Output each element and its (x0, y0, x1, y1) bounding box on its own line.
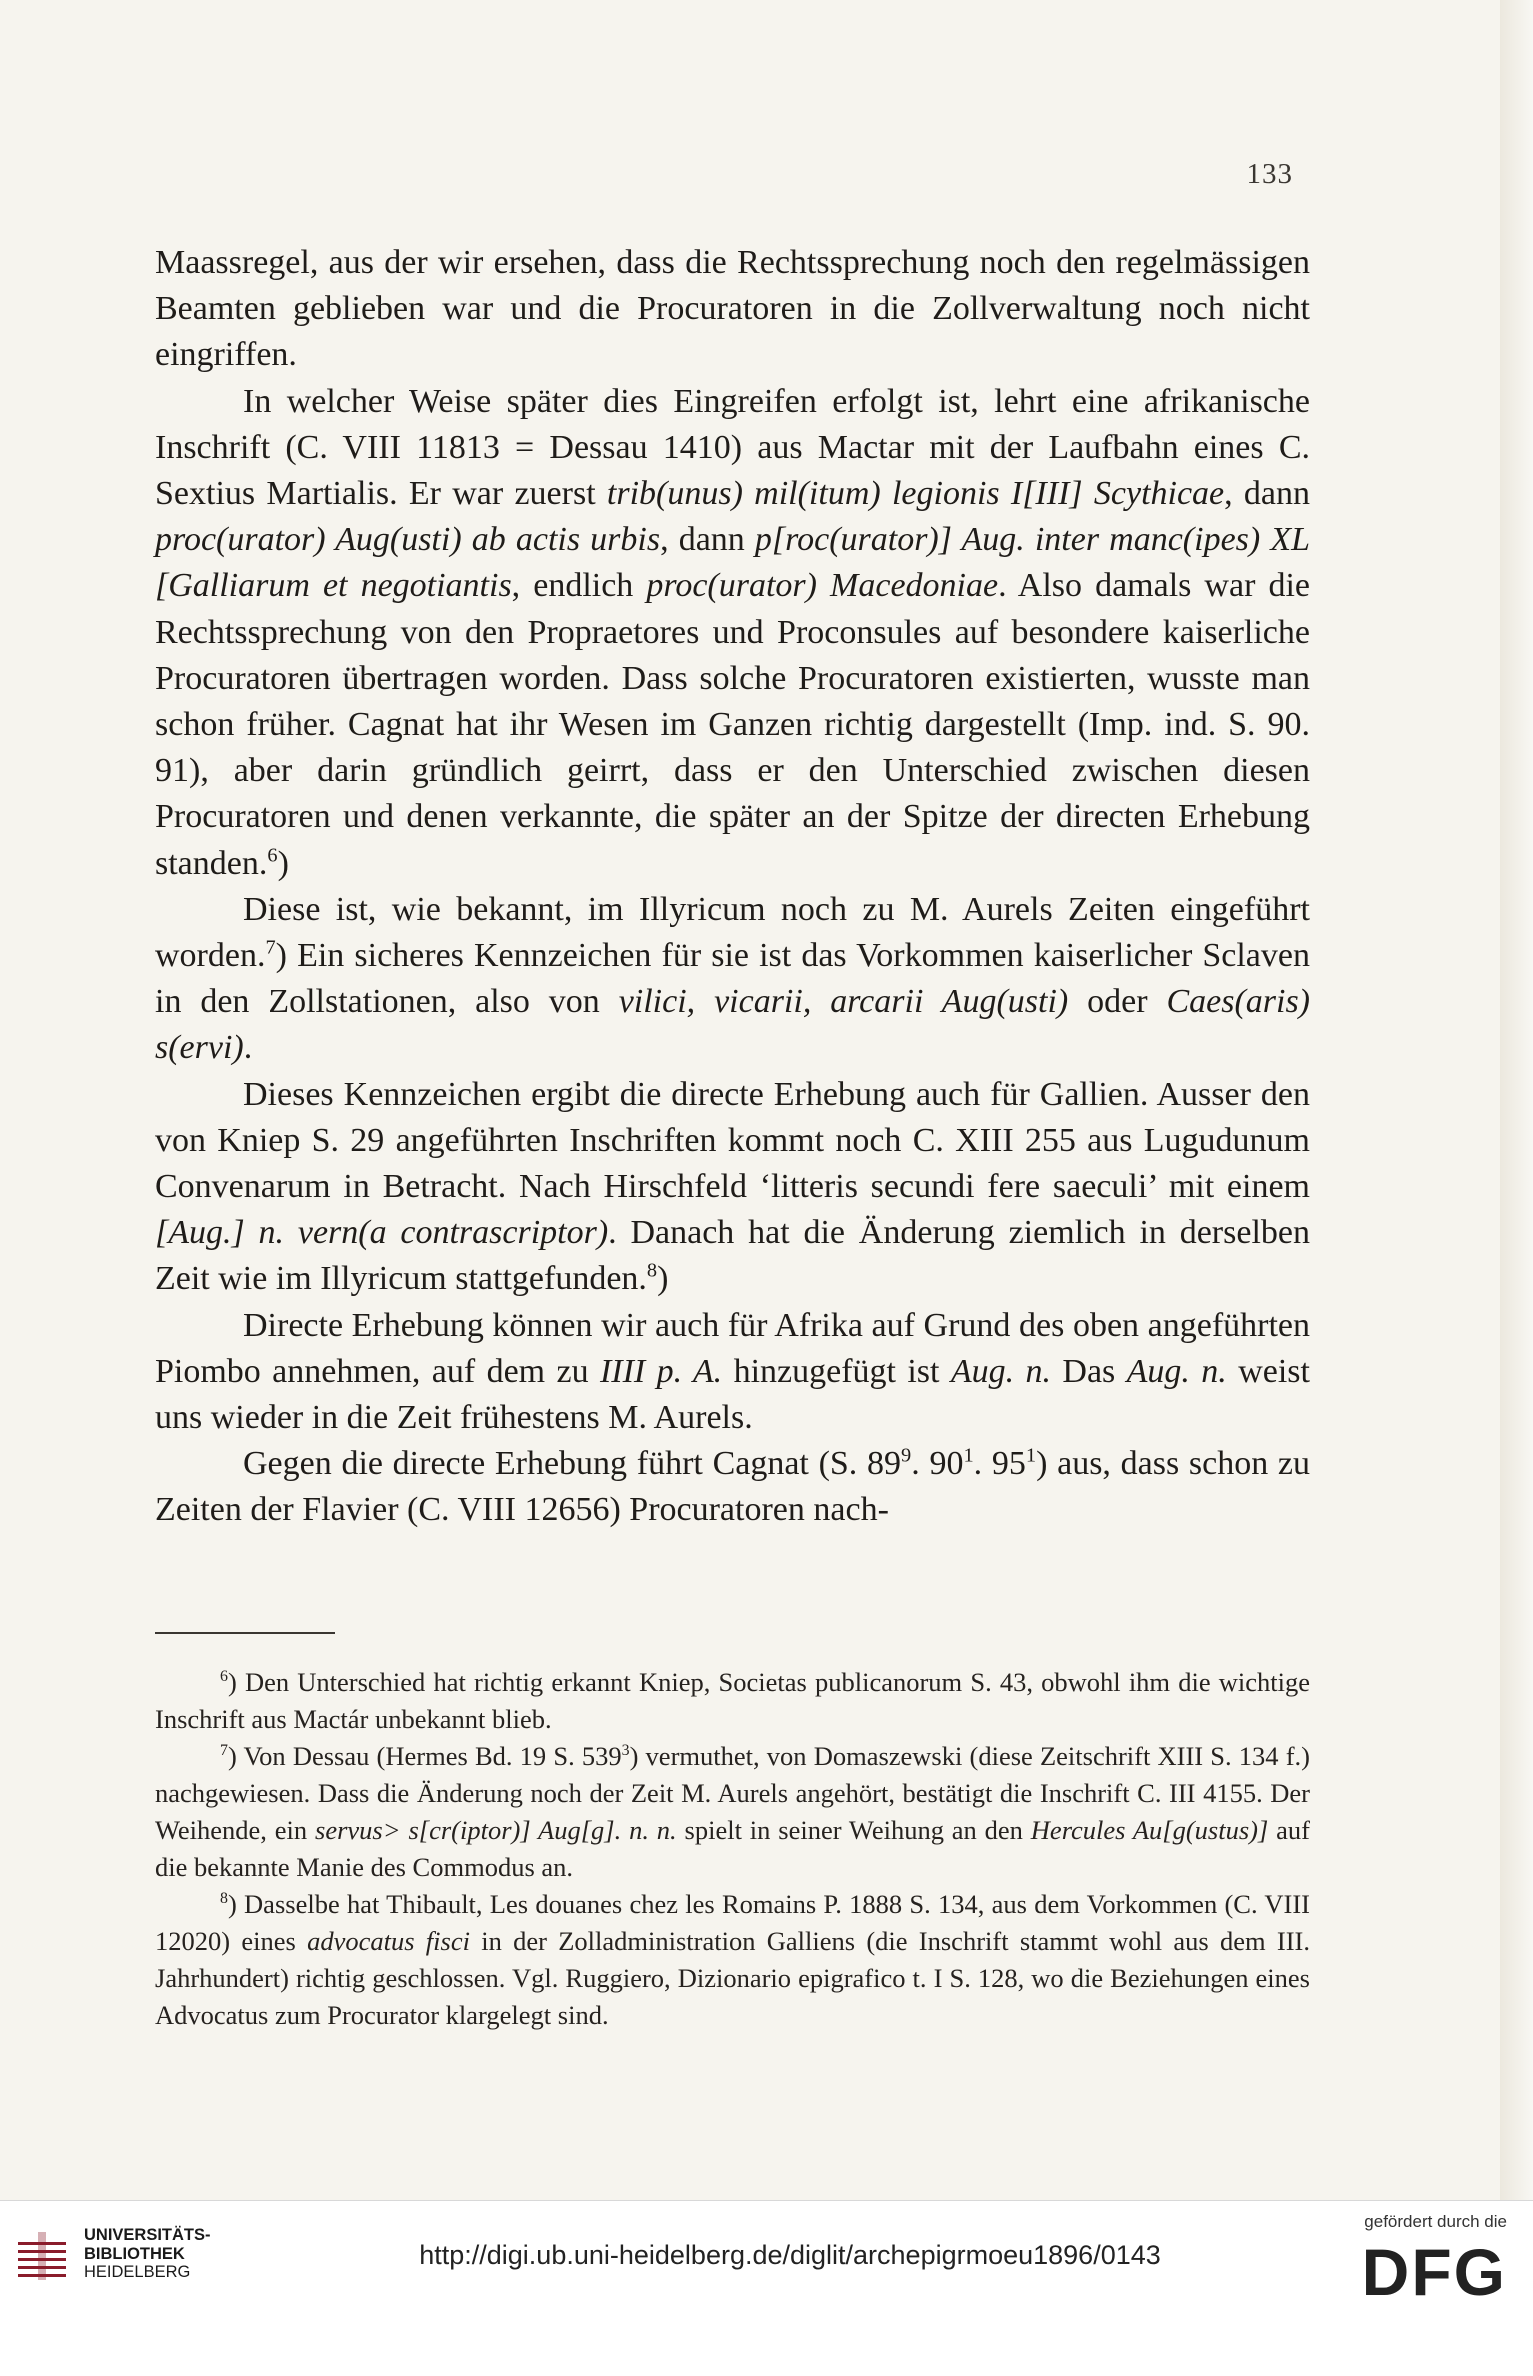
paragraph: Directe Erhebung können wir auch für Afrika auf Grund des oben angeführten Piombo annehmen, auf dem zu IIII p. A. hinzugefügt ist Aug. n. Das Aug. n. weist uns wieder in die Zeit frühestens M. Aurels. (155, 1306, 1310, 1437)
page-number: 133 (1246, 158, 1293, 190)
footnote: $^7$) Von Dessau (Hermes Bd. 19 S. $539^3$) vermuthet, von Domaszewski (diese Zeitschrift XIII S. 134 f.) nachgewiesen. Dass die Änderung noch der Zeit M. Aurels angehört, bestätigt die Inschrift C. III 4155. Der Weihende, ein servus> s[cr(iptor)] Aug[g]. n. n. spielt in seiner Weihung an den Hercules Au[g(ustus)] auf die bekannte Manie des Commodus an. (155, 1741, 1311, 1882)
library-name-line: BIBLIOTHEK (84, 2244, 185, 2263)
library-name-line: UNIVERSITÄTS- (84, 2226, 211, 2244)
footnotes (155, 1664, 1310, 2034)
main-text (155, 240, 1310, 1534)
paragraph: In welcher Weise später dies Eingreifen erfolgt ist, lehrt eine afrikanische Inschrift (C. VIII 11813 = Dessau 1410) aus Mactar mit der Laufbahn eines C. Sextius Martialis. Er war zuerst trib(unus) mil(itum) legionis I[III] Scythicae, dann proc(urator) Aug(usti) ab actis urbis, dann p[roc(urator)] Aug. inter manc(ipes) XL [Galliarum et negotiantis, endlich proc(urator) Macedoniae. Also damals war die Rechtssprechung von den Propraetores und Proconsules auf besondere kaiserliche Procuratoren übertragen worden. Dass solche Procuratoren existierten, wusste man schon früher. Cagnat hat ihr Wesen im Ganzen richtig dargestellt (Imp. ind. S. 90. 91), aber darin gründlich geirrt, dass er den Unterschied zwischen diesen Procuratoren und denen verkannte, die später an der Spitze der directen Erhebung standen.$^6$) (155, 382, 1311, 882)
funding-caption: gefördert durch die (1364, 2212, 1507, 2231)
footnote-rule (155, 1632, 335, 1634)
library-name-line: HEIDELBERG (84, 2263, 191, 2281)
footer-divider (0, 2200, 1533, 2201)
university-library-name (84, 2226, 304, 2282)
permalink-url[interactable]: http://digi.ub.uni-heidelberg.de/diglit/archepigrmoeu1896/0143 (419, 2240, 1161, 2270)
footnote: $^6$) Den Unterschied hat richtig erkannt Kniep, Societas publicanorum S. 43, obwohl ihm die wichtige Inschrift aus Mactár unbekannt blieb. (155, 1667, 1310, 1734)
university-library-logo-icon (14, 2228, 70, 2284)
paragraph: Dieses Kennzeichen ergibt die directe Erhebung auch für Gallien. Ausser den von Kniep S. 29 angeführten Inschriften kommt noch C. XIII 255 aus Lugudunum Convenarum in Betracht. Nach Hirschfeld ‘litteris secundi fere saeculi’ mit einem [Aug.] n. vern(a contrascriptor). Danach hat die Änderung ziemlich in derselben Zeit wie im Illyricum stattgefunden.$^8$) (155, 1075, 1310, 1298)
page-gutter-shading (1500, 0, 1533, 2200)
paragraph: Diese ist, wie bekannt, im Illyricum noch zu M. Aurels Zeiten eingeführt worden.$^7$) Ein sicheres Kennzeichen für sie ist das Vorkommen kaiserlicher Sclaven in den Zollstationen, also von vilici, vicarii, arcarii Aug(usti) oder Caes(aris) s(ervi). (155, 890, 1311, 1067)
paragraph: Maassregel, aus der wir ersehen, dass die Rechtssprechung noch den regelmässigen Beamten geblieben war und die Procuratoren in die Zollverwaltung noch nicht eingriffen. (155, 244, 1310, 374)
viewer-footer (0, 2200, 1533, 2376)
paragraph: Gegen die directe Erhebung führt Cagnat (S. $89^9$. $90^1$. $95^1$) aus, dass schon zu Zeiten der Flavier (C. VIII 12656) Procuratoren nach- (155, 1444, 1311, 1529)
dfg-logo: DFG (1361, 2235, 1507, 2309)
footnote: $^8$) Dasselbe hat Thibault, Les douanes chez les Romains P. 1888 S. 134, aus dem Vorkommen (C. VIII 12020) eines advocatus fisci in der Zolladministration Galliens (die Inschrift stammt wohl aus dem III. Jahrhundert) richtig geschlossen. Vgl. Ruggiero, Dizionario epigrafico t. I S. 128, wo die Beziehungen eines Advocatus zum Procurator klargelegt sind. (155, 1889, 1310, 2030)
